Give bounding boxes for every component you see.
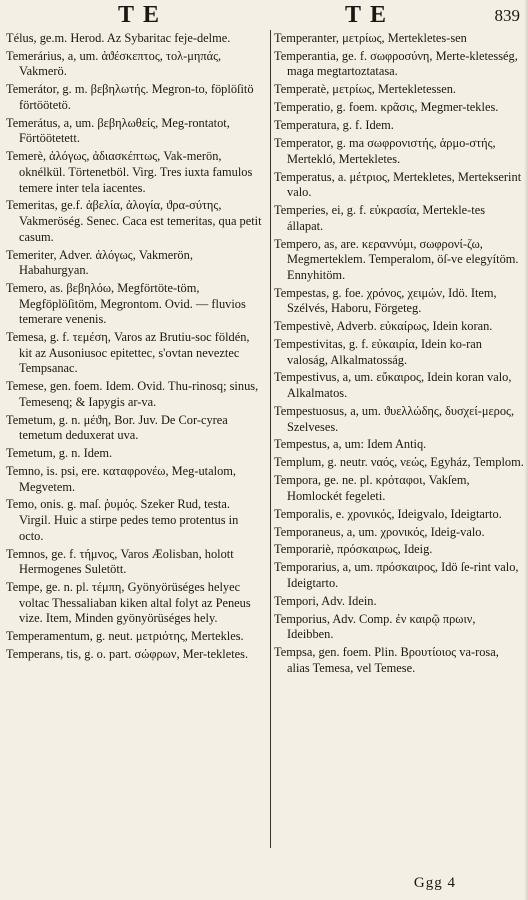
dictionary-entry: Temerátor, g. m. βεβηλωτής. Megron-to, föplöſitö förtöötetö.	[6, 82, 254, 112]
dictionary-entry: Temerátus, a, um. βεβηλωθείς, Meg-rontatot, Förtöötetett.	[6, 115, 230, 146]
dictionary-entry: Temeriter, Adver. ἀλόγως, Vakmerön, Habahurgyan.	[6, 247, 193, 278]
dictionary-entry: Temetum, g. n. μέϑη, Bor. Juv. De Cor-cyrea temetum deduxerat uva.	[6, 412, 228, 443]
dictionary-entry: Temero, as. βεβηλόω, Megförtöte-töm, Megföplöſitöm, Megrontom. Ovid. — fluvios temerare venenis.	[6, 280, 246, 327]
page-edge	[524, 0, 528, 900]
dictionary-entry: Temesa, g. f. τεμέση, Varos az Brutiu-soc földén, kit az Ausoniusoc epitettec, s'ovtan neveztec Tempsanac.	[6, 330, 250, 376]
running-head-left: TE	[118, 2, 169, 28]
dictionary-entry: Temporaneus, a, um. χρονικός, Ideig-valo.	[274, 524, 485, 539]
dictionary-entry: Temperator, g. ma σωφρονιστής, ἁρμο-στής, Mertekló, Mertekletes.	[274, 136, 496, 166]
dictionary-entry: Templum, g. neutr. ναός, νεώς, Egyház, Templom.	[274, 455, 524, 470]
dictionary-entry: Temno, is. psi, ere. καταφρονέω, Meg-utalom, Megvetem.	[6, 464, 236, 494]
dictionary-entry: Temperamentum, g. neut. μετριότης, Mertekles.	[6, 629, 244, 644]
column-divider	[270, 30, 271, 848]
dictionary-entry: Tempestus, a, um: Idem Antiq.	[274, 437, 427, 452]
dictionary-entry: Temerárius, a, um. ἀϑέσκεπτος, τολ-μηπάς, Vakmerö.	[6, 48, 222, 79]
dictionary-entry: Temperatè, μετρίως, Mertekletessen.	[274, 82, 456, 97]
dictionary-entry: Tempe, ge. n. pl. τέμπη, Gyönyörüséges helyec voltac Thessaliaban kiken altal folyt az Peneus vize. Item, Minden gyönyörüséges hely.	[6, 580, 251, 626]
dictionary-entry: Tempori, Adv. Idein.	[274, 593, 377, 608]
dictionary-entry: Temporarius, a, um. πρόσκαιρος, Idö ſe-rint valo, Ideigtarto.	[274, 560, 519, 590]
running-head-right: TE	[345, 2, 396, 28]
dictionary-entry: Tempestuosus, a, um. ϑυελλώδης, δυσχεί-μερος, Szelveses.	[274, 403, 515, 434]
dictionary-entry: Tempero, as, are. κεραννύμι, σωφρονί-ζω, Megmerteklem. Temperalom, öſ-ve elegyítöm. Ennyhitöm.	[274, 236, 519, 282]
dictionary-entry: Temetum, g. n. Idem.	[6, 446, 113, 461]
dictionary-entry: Temperatio, g. foem. κρᾶσις, Megmer-tekles.	[274, 100, 499, 115]
left-column	[6, 31, 264, 857]
dictionary-entry: Temperatus, a. μέτριος, Mertekletes, Mertekserint valo.	[274, 169, 522, 200]
dictionary-entry: Temo, onis. g. maſ. ῥυμός. Szeker Rud, testa. Virgil. Huic a stirpe pedes temo protentus in octo.	[6, 497, 239, 543]
dictionary-entry: Temperantia, ge. f. σωφροσύνη, Merte-kletesség, maga megtartoztatasa.	[274, 48, 518, 79]
dictionary-entry: Temerè, ἀλόγως, ἀδιασκέπτως, Vak-merön, oknélkül. Törtenetböl. Virg. Tres iuxta famulos temere inter tela iacentes.	[6, 149, 253, 195]
dictionary-entry: Temnos, ge. f. τήμνος, Varos Æolisban, holott Hermogenes Suletött.	[6, 546, 234, 577]
dictionary-entry: Tempestivus, a, um. εὔκαιρος, Idein koran valo, Alkalmatos.	[274, 370, 512, 401]
dictionary-entry: Temeritas, ge.f. ἀβελία, ἀλογία, ϑρα-σύτης, Vakmeröség. Senec. Caca est temeritas, qua petit casum.	[6, 198, 262, 244]
dictionary-entry: Temperans, tis, g. o. part. σώφρων, Mer-tekletes.	[6, 647, 249, 662]
dictionary-entry: Tempestivè, Adverb. εὐκαίρως, Idein koran.	[274, 319, 493, 334]
dictionary-entry: Temperanter, μετρίως, Mertekletes-sen	[274, 31, 467, 45]
dictionary-entry: Tempestivitas, g. f. εὐκαιρία, Idein ko-ran valoság, Alkalmatosság.	[274, 336, 482, 367]
page-number: 839	[494, 6, 520, 25]
dictionary-entry: Tempestas, g. foe. χρόνος, χειμών, Idö. Item, Szélvés, Haboru, Förgeteg.	[274, 285, 497, 316]
dictionary-entry: Temperatura, g. f. Idem.	[274, 118, 394, 133]
dictionary-entry: Temporariè, πρόσκαιρως, Ideig.	[274, 542, 433, 557]
dictionary-entry: Temperies, ei, g. f. εὐκρασία, Mertekle-tes állapat.	[274, 203, 486, 233]
dictionary-entry: Temporius, Adv. Comp. ἐν καιρῷ πρωιν, Ideibben.	[274, 611, 476, 642]
dictionary-entry: Temporalis, e. χρονικός, Ideigvalo, Ideigtarto.	[274, 506, 502, 521]
page-header	[0, 2, 528, 32]
right-column	[274, 31, 524, 857]
dictionary-entry: Temese, gen. foem. Idem. Ovid. Thu-rinosq; sinus, Temesenq; & Iapygis ar-va.	[6, 379, 259, 409]
signature-mark: Ggg 4	[413, 875, 456, 891]
dictionary-entry: Tempora, ge. ne. pl. κρόταφοι, Vakſem, Homlockét fegeleti.	[274, 473, 470, 503]
dictionary-entry: Tempsa, gen. foem. Plin. Βρουτίοιος va-rosa, alias Temesa, vel Temese.	[274, 645, 499, 675]
dictionary-entry: Télus, ge.m. Herod. Az Sybaritac feje-delme.	[6, 31, 231, 45]
